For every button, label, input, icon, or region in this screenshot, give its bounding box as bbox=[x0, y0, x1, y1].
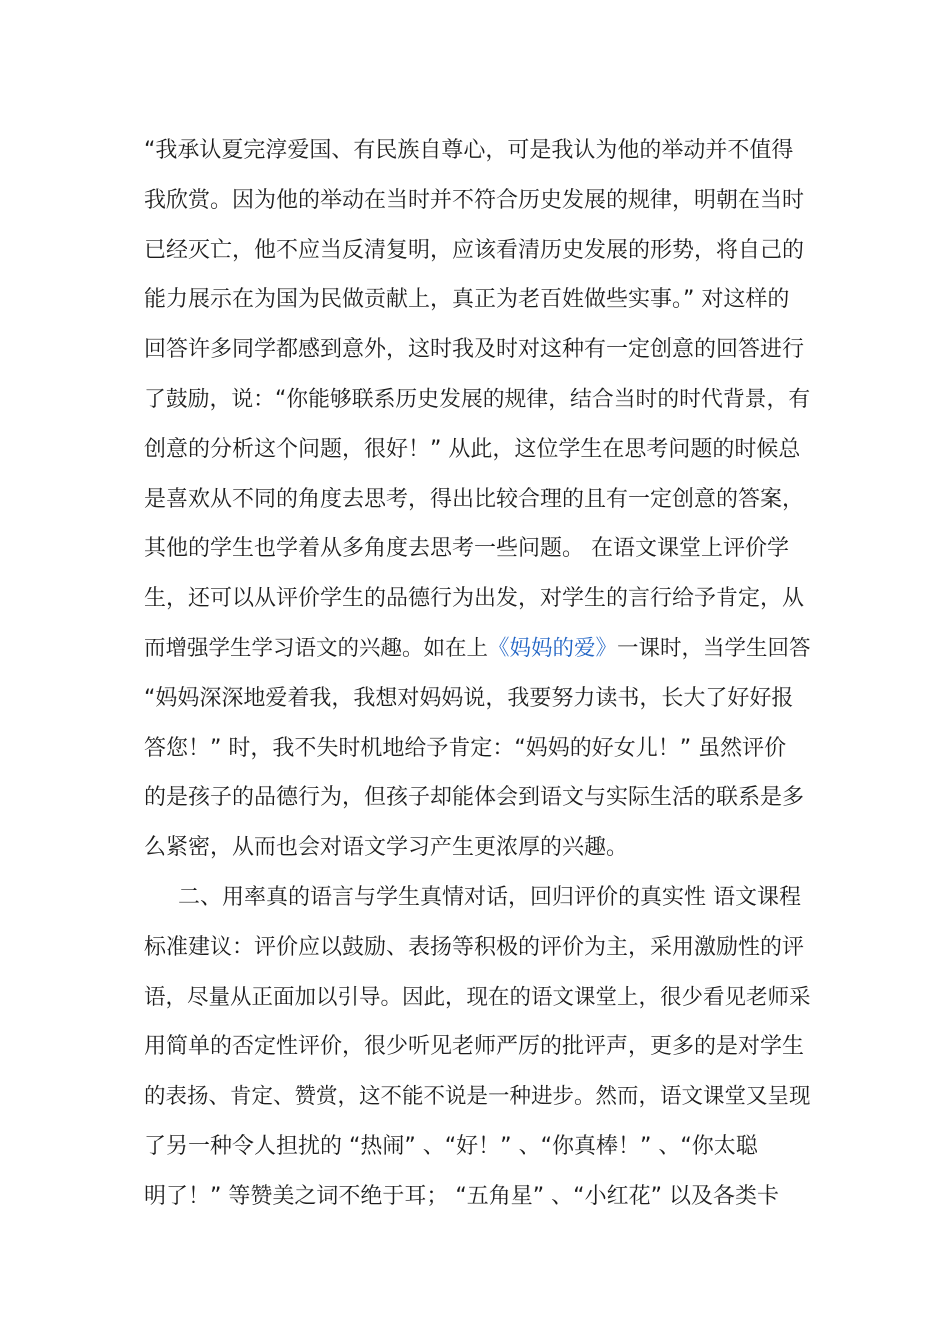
text-line bbox=[144, 176, 814, 226]
line-text: “我承认夏完淳爱国、有民族自尊心，可是我认为他的举动并不值得 bbox=[144, 138, 794, 163]
line-text: 么紧密，从而也会对语文学习产生更浓厚的兴趣。 bbox=[144, 835, 629, 861]
text-line bbox=[144, 923, 814, 973]
text-line bbox=[144, 1072, 814, 1122]
line-text: 的是孩子的品德行为，但孩子却能体会到语文与实际生活的联系是多 bbox=[144, 785, 805, 811]
line-text: 回答许多同学都感到意外，这时我及时对这种有一定创意的回答进行 bbox=[144, 337, 805, 363]
text-line bbox=[144, 425, 814, 475]
line-text: 是喜欢从不同的角度去思考，得出比较合理的且有一定创意的答案， bbox=[144, 486, 805, 512]
line-text: 已经灭亡，他不应当反清复明，应该看清历史发展的形势，将自己的 bbox=[144, 237, 805, 263]
line-text: 用简单的否定性评价，很少听见老师严厉的批评声，更多的是对学生 bbox=[144, 1034, 805, 1060]
line-text: 而增强学生学习语文的兴趣。如在上 bbox=[144, 635, 489, 661]
text-line bbox=[144, 126, 814, 176]
text-line bbox=[144, 275, 814, 325]
text-line bbox=[144, 1122, 814, 1172]
line-text: 的表扬、肯定、赞赏，这不能不说是一种进步。然而，语文课堂又呈现 bbox=[144, 1084, 811, 1110]
text-line bbox=[144, 724, 814, 774]
text-line bbox=[144, 325, 814, 375]
lesson-title-link[interactable]: 《妈妈的爱》 bbox=[488, 635, 618, 661]
line-text: “妈妈深深地爱着我，我想对妈妈说，我要努力读书，长大了好好报 bbox=[144, 685, 794, 711]
line-text: 生，还可以从评价学生的品德行为出发，对学生的言行给予肯定，从 bbox=[144, 586, 805, 612]
body-text bbox=[144, 126, 814, 1222]
text-line bbox=[144, 674, 814, 724]
text-line bbox=[144, 475, 814, 525]
paragraph-heading-line bbox=[144, 873, 814, 923]
paragraph-end-line bbox=[144, 823, 814, 873]
text-line bbox=[144, 773, 814, 823]
line-text: 了鼓励，说：“你能够联系历史发展的规律，结合当时的时代背景，有 bbox=[144, 386, 811, 412]
line-text: 其他的学生也学着从多角度去思考一些问题。 在语文课堂上评价学 bbox=[144, 536, 789, 562]
line-text: 标准建议：评价应以鼓励、表扬等积极的评价为主，采用激励性的评 bbox=[144, 934, 805, 960]
text-line bbox=[144, 375, 814, 425]
text-line bbox=[144, 226, 814, 276]
text-line bbox=[144, 574, 814, 624]
line-text: 能力展示在为国为民做贡献上，真正为老百姓做些实事。” 对这样的 bbox=[144, 287, 790, 313]
text-line bbox=[144, 524, 814, 574]
text-line-with-link bbox=[144, 624, 814, 674]
section-heading-text: 二、用率真的语言与学生真情对话，回归评价的真实性 语文课程 bbox=[178, 884, 801, 910]
text-line bbox=[144, 1172, 814, 1222]
line-text: 一课时，当学生回答 bbox=[617, 635, 811, 661]
indent bbox=[144, 873, 178, 923]
line-text: 了另一种令人担扰的 “热闹” 、“好！” 、“你真棒！” 、“你太聪 bbox=[144, 1133, 758, 1159]
line-text: 创意的分析这个问题，很好！” 从此，这位学生在思考问题的时候总 bbox=[144, 436, 801, 462]
line-text: 我欣赏。因为他的举动在当时并不符合历史发展的规律，明朝在当时 bbox=[144, 187, 805, 213]
text-line bbox=[144, 1022, 814, 1072]
line-text: 语，尽量从正面加以引导。因此，现在的语文课堂上，很少看见老师采 bbox=[144, 984, 811, 1010]
line-text: 明了！” 等赞美之词不绝于耳； “五角星” 、“小红花” 以及各类卡 bbox=[144, 1183, 779, 1209]
text-line bbox=[144, 973, 814, 1023]
line-text: 答您！” 时，我不失时机地给予肯定：“妈妈的好女儿！” 虽然评价 bbox=[144, 735, 787, 761]
